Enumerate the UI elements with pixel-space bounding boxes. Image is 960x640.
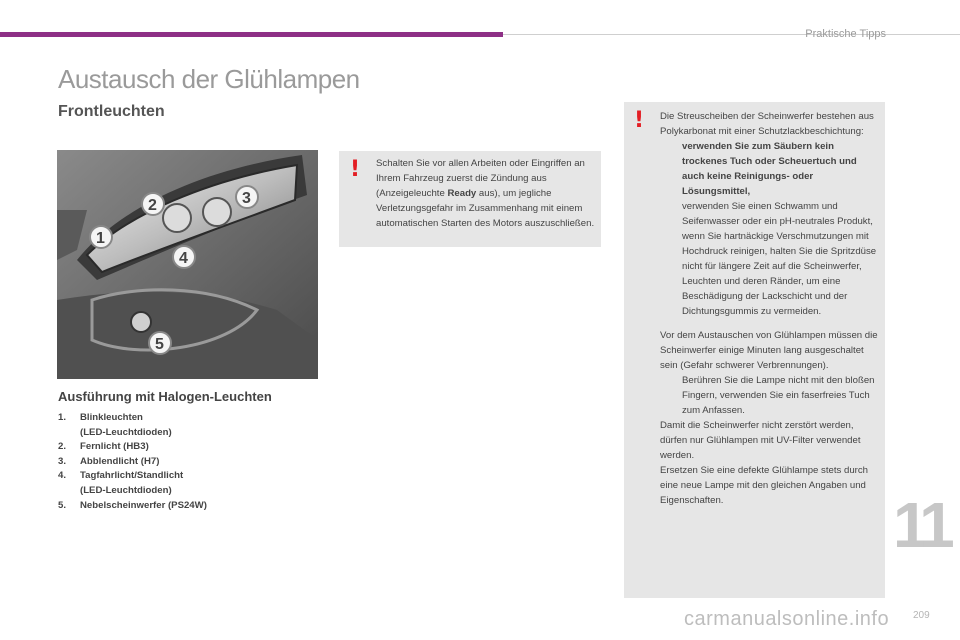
panel-intro: Die Streuscheiben der Scheinwerfer bestehen aus Polykarbonat mit einer Schutzlackbeschichtung: [660, 111, 874, 137]
lamp-list [58, 411, 318, 513]
panel-para: Ersetzen Sie eine defekte Glühlampe stets durch eine neue Lampe mit den gleichen Angaben und Eigenschaften. [660, 465, 868, 506]
headlight-photo [57, 150, 318, 379]
care-panel-text [660, 109, 880, 508]
warning-text: Schalten Sie vor allen Arbeiten oder Eingriffen an Ihrem Fahrzeug zuerst die Zündung aus (Anzeigeleuchte Ready aus), um jegliche Verletzungsgefahr im Zusammenhang mit einem automatischen Starten des Motors auszuschließen. [376, 158, 595, 229]
exclamation-icon: ! [634, 108, 645, 133]
photo-label-3: 3 [242, 190, 251, 207]
photo-label-2: 2 [148, 197, 157, 214]
watermark: carmanualsonline.info [684, 608, 890, 630]
list-item: 2. Fernlicht (HB3) [58, 441, 149, 453]
panel-bullet: verwenden Sie einen Schwamm und Seifenwasser oder ein pH-neutrales Produkt, [682, 201, 873, 227]
header-accent-bar [0, 32, 503, 37]
exclamation-icon: ! [350, 157, 361, 182]
header-rule [503, 34, 960, 35]
panel-para: Vor dem Austauschen von Glühlampen müssen die Scheinwerfer einige Minuten lang ausgeschaltet sein (Gefahr schwerer Verbrennungen). [660, 330, 878, 371]
list-item: 1. Blinkleuchten (LED-Leuchtdioden) [58, 412, 172, 438]
list-item: 3. Abblendlicht (H7) [58, 455, 160, 467]
panel-para: Damit die Scheinwerfer nicht zerstört werden, dürfen nur Glühlampen mit UV-Filter verwendet werden. [660, 420, 861, 461]
list-item: 5. Nebelscheinwerfer (PS24W) [58, 499, 207, 511]
page-number: 209 [913, 610, 930, 621]
page-subtitle: Frontleuchten [58, 103, 165, 120]
panel-bullet: Berühren Sie die Lampe nicht mit den bloßen Fingern, verwenden Sie ein faserfreies Tuch zum Anfassen. [682, 375, 875, 416]
photo-label-4: 4 [179, 250, 188, 267]
chapter-number: 11 [893, 489, 949, 561]
photo-label-5: 5 [155, 336, 164, 353]
page-title: Austausch der Glühlampen [58, 64, 360, 94]
section-label: Praktische Tipps [805, 28, 886, 40]
halogen-title: Ausführung mit Halogen-Leuchten [58, 389, 272, 404]
photo-label-1: 1 [96, 230, 105, 247]
panel-bullet: wenn Sie hartnäckige Verschmutzungen mit Hochdruck reinigen, halten Sie die Spritzdüse nicht für längere Zeit auf die Scheinwerfer, Leuchten und deren Ränder, um eine Beschädigung der Lackschicht und der Dichtungsgummis zu vermeiden. [682, 231, 877, 317]
list-item: 4. Tagfahrlicht/Standlicht (LED-Leuchtdioden) [58, 470, 184, 496]
panel-bullet: verwenden Sie zum Säubern kein trockenes Tuch oder Scheuertuch und auch keine Reinigungs- oder Lösungsmittel, [682, 141, 857, 197]
